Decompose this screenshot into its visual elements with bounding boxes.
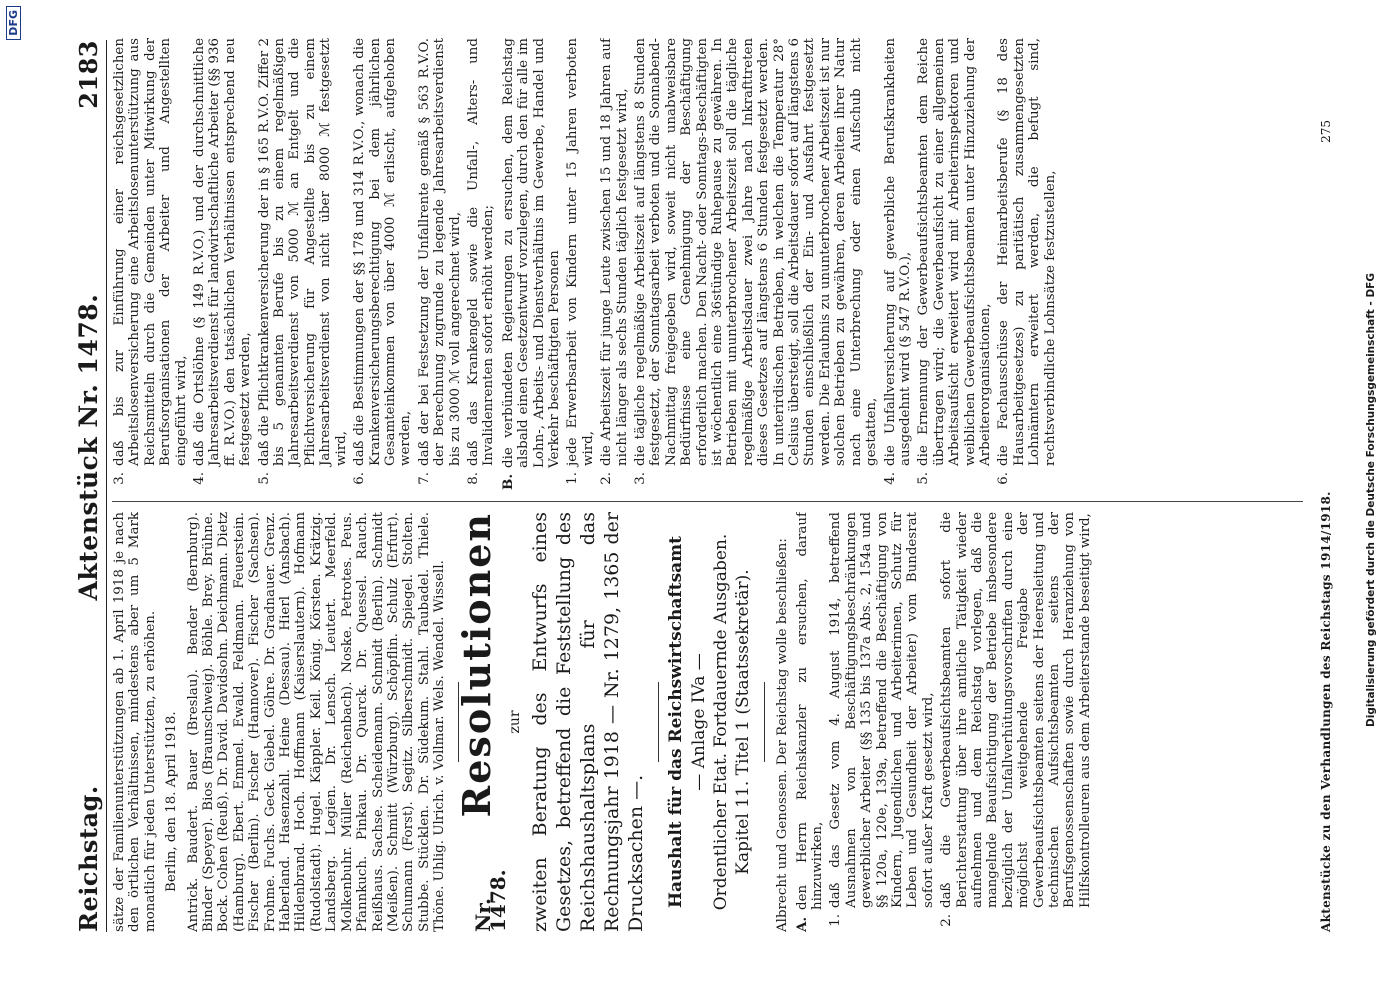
list-item [939, 512, 1093, 932]
page-footer: Aktenstücke zu den Verhandlungen des Reichstags 1914/1918. [1319, 491, 1333, 932]
etat-line-2: Kapitel 11. Titel 1 (Staatssekretär). [733, 569, 754, 875]
item-number: 4. [882, 472, 898, 485]
motion-intro-text: Albrecht und Genossen. Der Reichstag wolle beschließen: [775, 538, 791, 932]
list-item [257, 38, 349, 490]
item-number: 3. [633, 472, 648, 485]
page-number: 2183 [73, 40, 103, 109]
section-rule-2 [658, 682, 659, 762]
motion-intro [775, 512, 790, 932]
section-a-text: den Herrn Reichskanzler zu ersuchen, darauf hinzuwirken, [794, 512, 825, 910]
item-number: 7. [416, 472, 432, 485]
section-rule-3 [764, 682, 765, 762]
item-text: jede Erwerbsarbeit von Kindern unter 15 Jahren verboten wird, [565, 38, 596, 466]
section-a [795, 512, 826, 932]
date-line: Berlin, den 18. April 1918. [164, 711, 180, 892]
item-text: daß das Krankengeld sowie die Unfall-, Alters- und Invalidenrenten sofort erhöht werden; [465, 38, 497, 466]
item-text: die Arbeitszeit für junge Leute zwischen 15 und 18 Jahren auf nicht länger als sechs Stunden täglich festgesetzt wird, [599, 38, 630, 466]
page-header [70, 40, 107, 932]
resolutionen-heading: Resolutionen [453, 512, 499, 818]
item-text: daß die Gewerbeaufsichtsbeamten sofort die Berichterstattung über ihre amtliche Tätigkeit wieder aufnehmen und dem Reichstag vorlegen, daß die mangelnde Beaufsichtigung der Betriebe insbesondere bezüglich der Unfallverhütungsvorschriften durch eine möglichst weitgehende Freigabe der Gewerbeaufsichtsbeamten seitens der Heeresleitung und technischen Aufsichtsbeamten seitens der Berufsgenossenschaften sowie durch Heranziehung von Hilfskontrolleuren aus dem Arbeiterstande beseitigt wird, [939, 512, 1093, 908]
list-item [996, 38, 1058, 490]
zur-label: zur [507, 710, 524, 734]
item-number: 3. [112, 472, 127, 485]
signatories-list: Antrick. Baudert. Bauer (Breslau). Bender (Bernburg). Binder (Speyer). Bios (Braunschweig). Böhle. Brey. Brühne. Bock. Cohen (Reuß). Dr. David. Davidsohn. Deichmann. Dietz (Hamburg). Ebert. Emmel. Ewald. Feldmann. Feuerstein. Fischer (Berlin). Fischer (Hannover). Fischer (Sachsen). Frohme. Fuchs. Geck. Giebel. Göhre. Dr. Gradnauer. Grenz. Haberland. Hasenzahl. Heine (Dessau). Hierl (Ansbach). Hildenbrand. Hoch. Hoffmann (Kaiserslautern). Hofmann (Rudolstadt). Hugel. Käppler. Keil. König. Körsten. Krätzig. Landsberg. Legien. Dr. Lensch. Leutert. Meerfeld. Molkenbuhr. Müller (Reichenbach). Noske. Petrotes. Peus. Pfannkuch. Pinkau. Dr. Quarck. Dr. Quessel. Rauch. Reißhaus. Sachse. Scheidemann. Schmidt (Berlin). Schmidt (Meißen). Schmitt (Würzburg). Schöpflin. Schulz (Erfurt). Schumann (Forst). Segitz. Silberschmidt. Spiegel. Stolten. Stubbe. Stücklen. Dr. Südekum. Stahl. Taubadel. Thiele. Thöne. Uhlig. Ulrich. v. Vollmar. Wels. Wendel. Wissell. [185, 512, 448, 932]
section-a-label: A. [793, 916, 810, 932]
item-text: daß bis zur Einführung einer reichsgesetzlichen Arbeitslosenversicherung eine Arbeitslosenunterstützung aus Reichsmitteln durch die Gemeinden unter Mitwirkung der Berufsorganisationen der Arbeiter und Angestellten eingeführt wird, [112, 38, 189, 466]
intro-paragraph: sätze der Familienunterstützungen ab 1. April 1918 je nach den örtlichen Verhältnissen, mindestens aber um 5 Mark monatlich für jeden Unterstützten, zu erhöhen. [112, 512, 158, 932]
list-item [565, 38, 596, 490]
item-text: daß die Bestimmungen der §§ 178 und 314 R.V.O., wonach die Krankenversicherungsberechtigung bei dem jährlichen Gesamteinkommen von über 4000 ℳ erlischt, aufgehoben werden, [352, 38, 414, 466]
document-number: Nr. 1478. [470, 869, 510, 932]
section-b [501, 38, 563, 490]
dfg-badge: DFG [6, 6, 21, 40]
list-item [352, 38, 414, 490]
column-divider [112, 501, 1303, 502]
list-item [828, 512, 936, 932]
item-text: die tägliche regelmäßige Arbeitszeit auf längstens 8 Stunden festgesetzt, der Sonntagsarbeit verboten und die Sonnabend-Nachmittag freigegeben wird, soweit nicht unabweisbare Bedürfnisse eine Genehmigung der Beschäftigung erforderlich machen. Den Nacht- oder Sonntags-Beschäftigten ist wöchentlich eine 36stündige Ruhepause zu gewähren. In Betrieben mit ununterbrochener Arbeitszeit soll die tägliche regelmäßige Arbeitsdauer zwei Jahre nach Inkrafttreten dieses Gesetzes auf längstens 6 Stunden festgesetzt werden. In unterirdischen Betrieben, in welchen die Temperatur 28° Celsius übersteigt, soll die Arbeitsdauer sofort auf längstens 6 Stunden einschließlich der Ein- und Ausfahrt festgesetzt werden. Die Erlaubnis zu ununterbrochener Arbeitszeit ist nur solchen Betrieben zu gewähren, deren Arbeiten ihrer Natur nach eine Unterbrechung oder einen Aufschub nicht gestatten, [633, 38, 880, 466]
signature-mark: 275 [1319, 120, 1333, 143]
item-text: die Fachausschüsse der Heimarbeitsberufe (§ 18 des Hausarbeitgesetzes) zu paritätisch zusammengesetzten Lohnämtern erweitert werden, die befugt sind, rechtsverbindliche Lohnsätze festzustellen, [996, 38, 1058, 466]
document-heading [453, 512, 510, 932]
item-text: die Unfallversicherung auf gewerbliche Berufskrankheiten ausgedehnt wird (§ 547 R.V.O.), [882, 38, 913, 466]
item-number: 8. [465, 472, 481, 485]
list-item [599, 38, 630, 490]
dfg-note: Digitalisierung gefördert durch die Deutsche Forschungsgemeinschaft - DFG [1365, 273, 1377, 727]
item-number: 1. [828, 914, 844, 927]
list-item [633, 38, 880, 490]
item-number: 1. [565, 472, 581, 485]
item-number: 4. [192, 472, 208, 485]
item-text: daß die Ortslöhne (§ 149 R.V.O.) und der durchschnittliche Jahresarbeitsverdienst für landwirtschaftliche Arbeiter (§§ 936 ff. R.V.O.) den tatsächlichen Verhältnissen entsprechend neu festgesetzt werden, [192, 38, 254, 466]
item-text: daß die Pflichtkrankenversicherung der in § 165 R.V.O. Ziffer 2 bis 5 genannten Berufe bis zu einem regelmäßigen Jahresarbeitsverdienst von 5000 ℳ an Entgelt und die Pflichtversicherung für Angestellte bis zu einem Jahresarbeitsverdienst von nicht über 8000 ℳ festgesetzt wird, [256, 38, 349, 466]
haushalt-heading: Haushalt für das Reichswirtschaftsamt [665, 535, 686, 909]
right-column [112, 38, 1311, 490]
list-item [466, 38, 497, 490]
document-title: zweiten Beratung des Entwurfs eines Gesetzes, betreffend die Feststellung des Reichshaushaltsplans für das Rechnungsjahr 1918 — Nr. 1279, 1365 der Drucksachen —. [528, 512, 647, 932]
list-item [916, 38, 993, 490]
item-number: 5. [916, 472, 932, 485]
header-left: Reichstag. [73, 785, 103, 932]
item-number: 2. [939, 914, 955, 927]
item-number: 6. [996, 472, 1012, 485]
item-text: daß der bei Festsetzung der Unfallrente gemäß § 563 R.V.O. der Berechnung zugrunde zu legende Jahresarbeitsverdienst bis zu 3000 ℳ voll angerechnet wird, [416, 38, 463, 466]
anlage-line: — Anlage IVa — [689, 653, 710, 791]
etat-line-1: Ordentlicher Etat. Fortdauernde Ausgaben. [711, 533, 732, 911]
section-b-text: die verbündeten Regierungen zu ersuchen, dem Reichstag alsbald einen Gesetzentwurf vorzulegen, durch den für alle im Lohn-, Arbeits- und Dienstverhältnis im Gewerbe, Handel und Verkehr beschäftigten Personen [500, 38, 562, 468]
list-item [112, 38, 189, 490]
header-title: Aktenstück Nr. 1478. [73, 293, 103, 601]
item-text: daß das Gesetz vom 4. August 1914, betreffend Ausnahmen von Beschäftigungsbeschränkungen gewerblicher Arbeiter (§§ 135 bis 137a Abs. 2, 154a und §§ 120a, 120e, 139a, betreffend die Beschäftigung von Kindern, Jugendlichen und Arbeiterinnen, Schutz für Leben und Gesundheit der Arbeiter) vom Bundesrat sofort außer Kraft gesetzt wird, [828, 512, 936, 908]
item-number: 6. [352, 472, 368, 485]
item-number: 2. [599, 472, 615, 485]
item-text: die Ernennung der Gewerbeaufsichtsbeamten dem Reiche übertragen wird; die Gewerbeaufsicht zu einer allgemeinen Arbeitsaufsicht erweitert wird mit Arbeiterinspektoren und weiblichen Gewerbeaufsichtsbeamten unter Hinzuziehung der Arbeiterorganisationen, [916, 38, 993, 466]
list-item [192, 38, 254, 490]
section-b-label: B. [499, 474, 516, 490]
item-number: 5. [256, 472, 272, 485]
list-item [883, 38, 914, 490]
list-item [417, 38, 463, 490]
left-column [112, 512, 1311, 932]
